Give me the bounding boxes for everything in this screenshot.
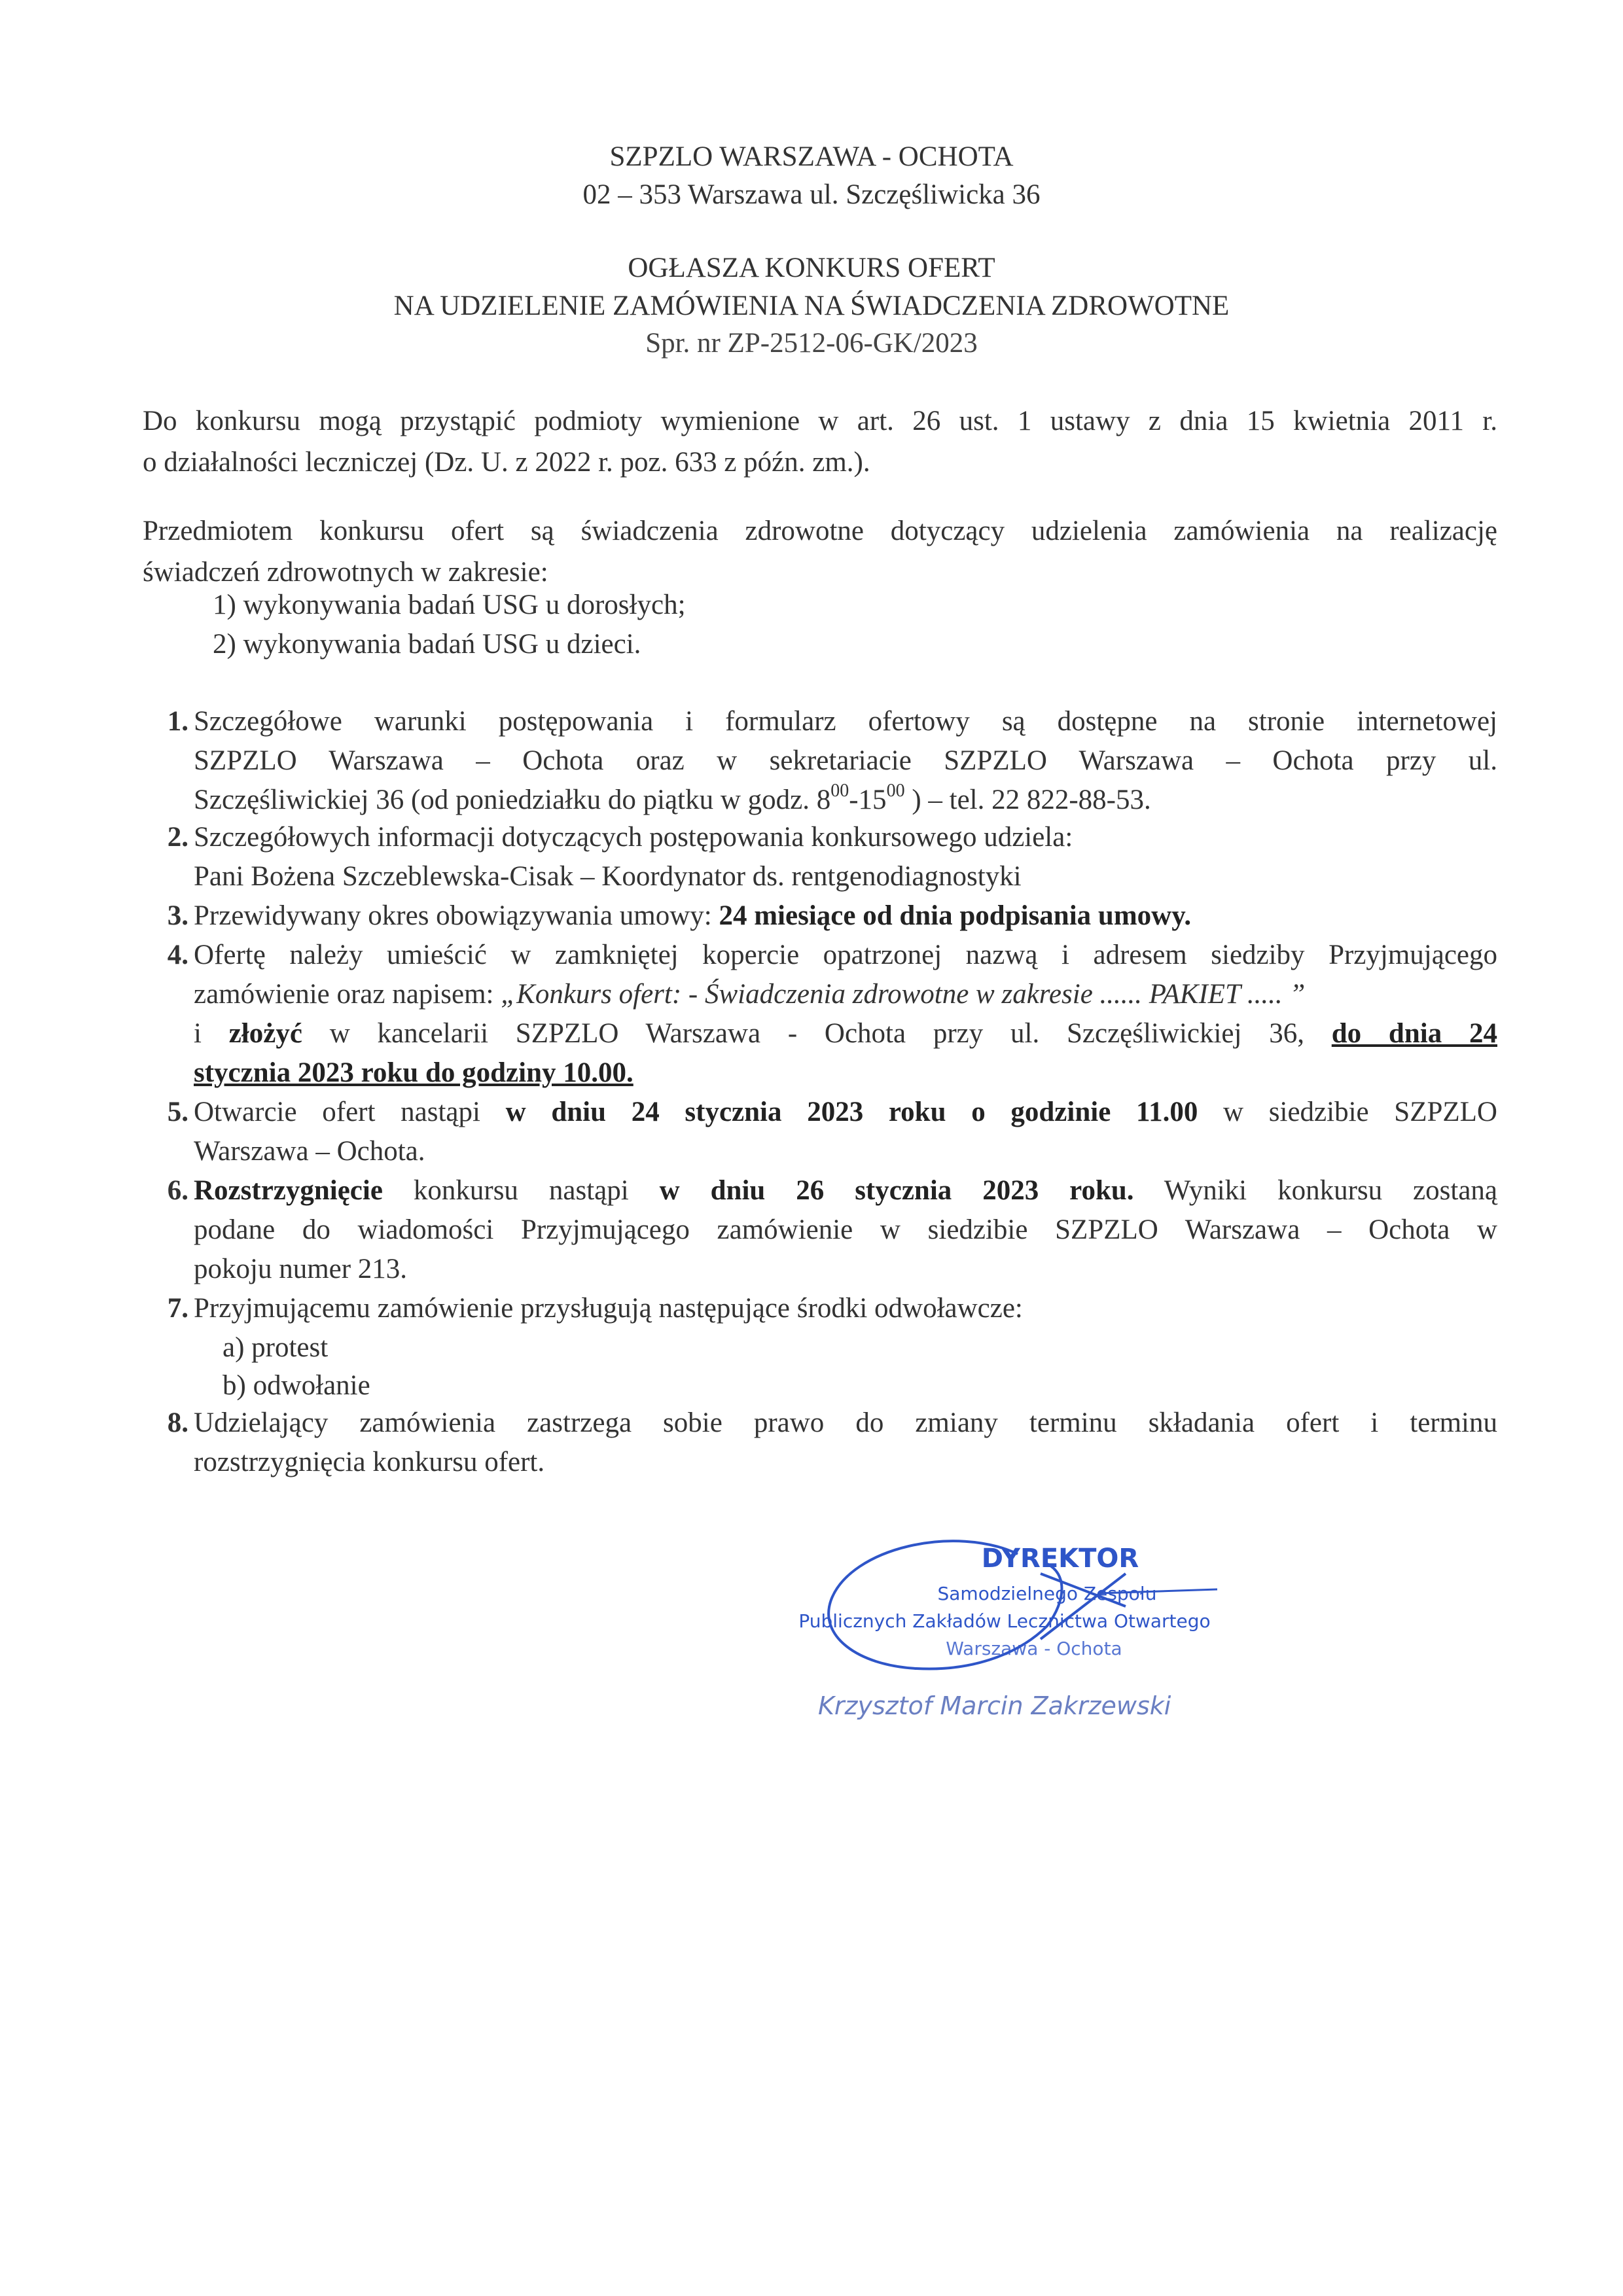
point-3-line: [194, 896, 1497, 936]
intro-paragraph: [143, 400, 1497, 483]
contract-period-label: Przewidywany okres obowiązywania umowy:: [194, 900, 719, 931]
point-6-line-3: pokoju numer 213.: [194, 1254, 408, 1284]
and-text: i: [194, 1018, 229, 1049]
subject-line-1: Przedmiotem konkursu ofert są świadczenia zdrowotne dotyczący udzielenia zamówienia na realizację: [143, 516, 1497, 546]
appeal-option-a: a) protest: [223, 1332, 329, 1363]
point-6-line-2: podane do wiadomości Przyjmującego zamówienie w siedzibie SZPZLO Warszawa – Ochota w: [194, 1214, 1497, 1245]
point-8-line-1: Udzielający zamówienia zastrzega sobie prawo do zmiany terminu składania ofert i terminu: [194, 1407, 1497, 1438]
subject-line-2: świadczeń zdrowotnych w zakresie:: [143, 557, 548, 588]
point-number-8: 8.: [167, 1407, 188, 1438]
point-number-2: 2.: [167, 822, 188, 853]
deadline-start: do dnia 24: [1331, 1018, 1497, 1049]
opening-place: w siedzibie SZPZLO: [1198, 1097, 1497, 1127]
signatory-name: Krzysztof Marcin Zakrzewski: [818, 1691, 1171, 1720]
submit-text: złożyć: [228, 1018, 302, 1049]
envelope-label: „Konkurs ofert: - Świadczenia zdrowotne w zakresie ...... PAKIET ..... ”: [501, 979, 1306, 1010]
resolution-label: Rozstrzygnięcie: [194, 1175, 383, 1206]
deadline-end: stycznia 2023 roku do godziny 10.00.: [194, 1057, 633, 1088]
point-4-line-4: [194, 1053, 1497, 1093]
subject-item-1: 1) wykonywania badań USG u dorosłych;: [213, 590, 686, 620]
envelope-text: zamówienie oraz napisem:: [194, 979, 501, 1010]
point-4-line-3: [194, 1014, 1497, 1053]
resolution-text: konkursu nastąpi: [382, 1175, 660, 1206]
intro-line-2: o działalności leczniczej (Dz. U. z 2022 r. poz. 633 z późn. zm.).: [143, 447, 870, 478]
opening-text: Otwarcie ofert nastąpi: [194, 1097, 506, 1127]
point-2-line-2: Pani Bożena Szczeblewska-Cisak – Koordynator ds. rentgenodiagnostyki: [194, 861, 1022, 892]
point-6: [194, 1171, 1497, 1289]
point-8: [194, 1404, 1497, 1482]
stamp-title: DYREKTOR: [981, 1544, 1139, 1574]
subject-item-2: 2) wykonywania badań USG u dzieci.: [213, 629, 641, 660]
point-2: [194, 818, 1497, 896]
director-stamp: [759, 1521, 1257, 1718]
office-hours-text: Szczęśliwickiej 36 (od poniedziałku do piątku w godz. 8: [194, 785, 831, 815]
point-5-line-1: [194, 1093, 1497, 1132]
point-5-line-2: Warszawa – Ochota.: [194, 1136, 425, 1167]
appeal-option-b: b) odwołanie: [223, 1370, 370, 1401]
point-7-line-1: Przyjmującemu zamówienie przysługują następujące środki odwoławcze:: [194, 1293, 1023, 1324]
opening-date: w dniu 24 stycznia 2023 roku o godzinie 11.00: [505, 1097, 1198, 1127]
announcement-title: OGŁASZA KONKURS OFERT: [628, 253, 995, 283]
point-5: [194, 1093, 1497, 1171]
intro-line-1: Do konkursu mogą przystąpić podmioty wymienione w art. 26 ust. 1 ustawy z dnia 15 kwietnia 2011 r.: [143, 406, 1497, 436]
subject-paragraph: [143, 510, 1497, 593]
office-location: w kancelarii SZPZLO Warszawa - Ochota przy ul. Szczęśliwickiej 36,: [302, 1018, 1332, 1049]
point-number-1: 1.: [167, 706, 188, 737]
point-7: [194, 1289, 1497, 1328]
point-2-line-1: Szczegółowych informacji dotyczących postępowania konkursowego udziela:: [194, 822, 1073, 853]
office-hours-end: -15: [849, 785, 887, 815]
point-4-line-2: [194, 975, 1497, 1014]
point-4: [194, 936, 1497, 1093]
hours-superscript-start: 00: [830, 780, 849, 801]
reference-number: Spr. nr ZP-2512-06-GK/2023: [645, 328, 978, 359]
point-1: [194, 702, 1497, 820]
point-1-line-2: SZPZLO Warszawa – Ochota oraz w sekretariacie SZPZLO Warszawa – Ochota przy ul.: [194, 745, 1497, 776]
phone-text: ) – tel. 22 822-88-53.: [904, 785, 1151, 815]
point-1-line-3: [194, 781, 1497, 820]
point-6-line-1: [194, 1171, 1497, 1210]
hours-superscript-end: 00: [886, 780, 905, 801]
point-3: [194, 896, 1497, 936]
results-text: Wyniki konkursu zostaną: [1133, 1175, 1497, 1206]
point-number-3: 3.: [167, 900, 188, 931]
stamp-line-1: Samodzielnego Zespołu: [937, 1583, 1157, 1604]
resolution-date: w dniu 26 stycznia 2023 roku.: [659, 1175, 1134, 1206]
point-number-5: 5.: [167, 1097, 188, 1127]
point-8-line-2: rozstrzygnięcia konkursu ofert.: [194, 1447, 545, 1477]
contract-period-value: 24 miesiące od dnia podpisania umowy.: [719, 900, 1192, 931]
point-number-4: 4.: [167, 940, 188, 970]
point-number-6: 6.: [167, 1175, 188, 1206]
point-number-7: 7.: [167, 1293, 188, 1324]
org-name: SZPZLO WARSZAWA - OCHOTA: [609, 141, 1014, 172]
announcement-subtitle: NA UDZIELENIE ZAMÓWIENIA NA ŚWIADCZENIA ZDROWOTNE: [393, 291, 1230, 321]
stamp-line-3: Warszawa - Ochota: [946, 1638, 1122, 1659]
point-4-line-1: Ofertę należy umieścić w zamkniętej kopercie opatrzonej nazwą i adresem siedziby Przyjmującego: [194, 940, 1497, 970]
org-address: 02 – 353 Warszawa ul. Szczęśliwicka 36: [582, 179, 1041, 210]
point-1-line-1: Szczegółowe warunki postępowania i formularz ofertowy są dostępne na stronie internetowej: [194, 706, 1497, 737]
stamp-line-2: Publicznych Zakładów Lecznictwa Otwartego: [798, 1610, 1211, 1632]
